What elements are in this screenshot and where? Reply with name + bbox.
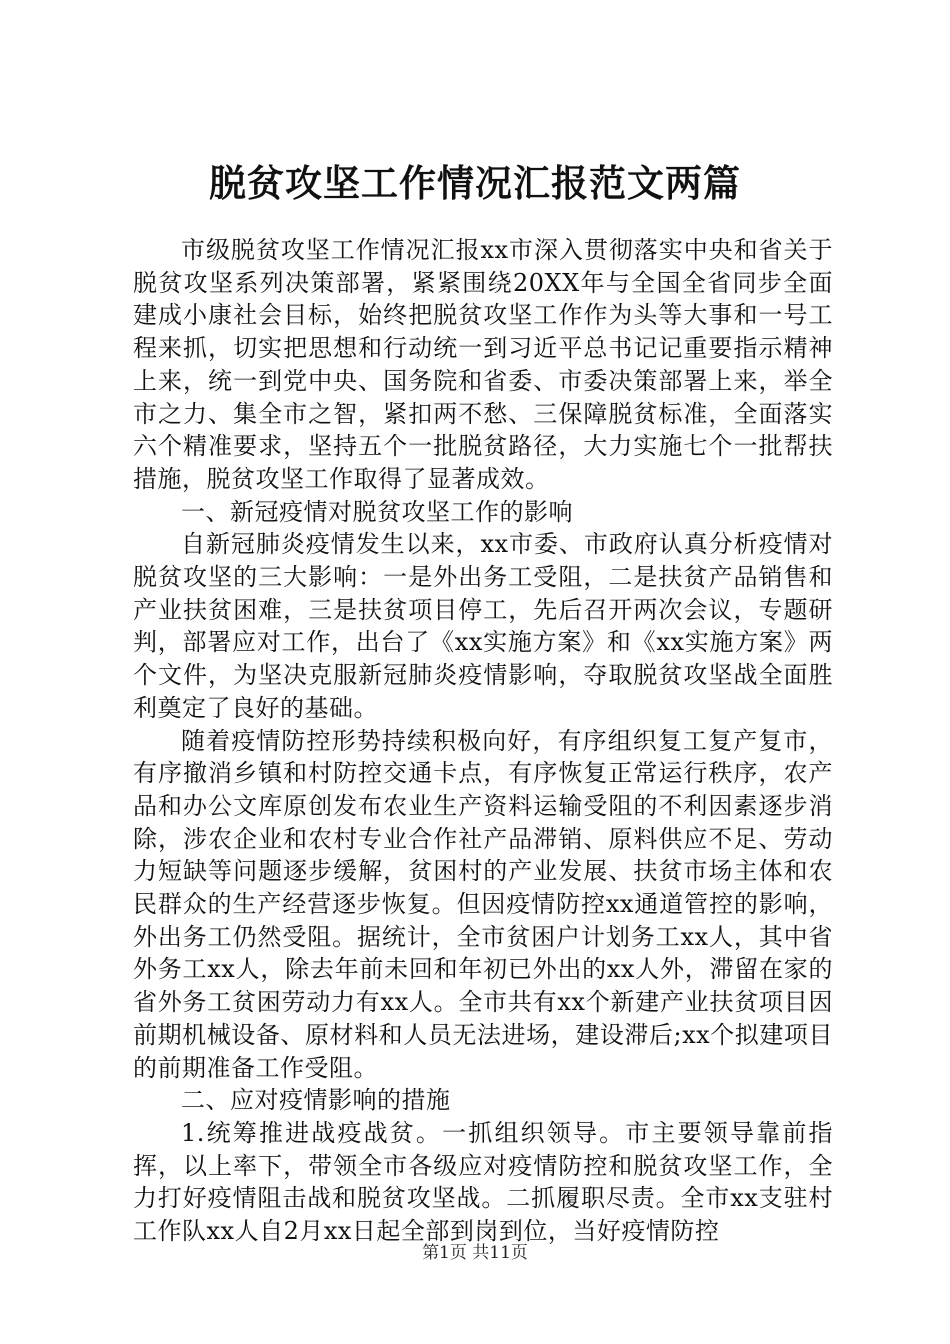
paragraph-impact: 自新冠肺炎疫情发生以来，xx市委、市政府认真分析疫情对脱贫攻坚的三大影响：一是外出务工受阻，二是扶贫产品销售和产业扶贫困难，三是扶贫项目停工，先后召开两次会议，专题研判，部署应对工作，出台了《xx实施方案》和《xx实施方案》两个文件，为坚决克服新冠肺炎疫情影响，夺取脱贫攻坚战全面胜利奠定了良好的基础。 (133, 530, 833, 722)
section-heading-1: 一、新冠疫情对脱贫攻坚工作的影响 (181, 497, 573, 526)
paragraph-measures: 1.统筹推进战疫战贫。一抓组织领导。市主要领导靠前指挥，以上率下，带领全市各级应对疫情防控和脱贫攻坚工作，全力打好疫情阻击战和脱贫攻坚战。二抓履职尽责。全市xx支驻村工作队xx人自2月xx日起全部到岗到位，当好疫情防控 (133, 1118, 833, 1246)
document-body (133, 234, 833, 1248)
paragraph-intro: 市级脱贫攻坚工作情况汇报xx市深入贯彻落实中央和省关于脱贫攻坚系列决策部署，紧紧围绕20XX年与全国全省同步全面建成小康社会目标，始终把脱贫攻坚工作作为头等大事和一号工程来抓，切实把思想和行动统一到习近平总书记记重要指示精神上来，统一到党中央、国务院和省委、市委决策部署上来，举全市之力、集全市之智，紧扣两不愁、三保障脱贫标准，全面落实六个精准要求，坚持五个一批脱贫路径，大力实施七个一批帮扶措施，脱贫攻坚工作取得了显著成效。 (133, 236, 833, 493)
page-number-footer: 第1页 共11页 (422, 1243, 528, 1263)
paragraph-recovery: 随着疫情防控形势持续积极向好，有序组织复工复产复市，有序撤消乡镇和村防控交通卡点，有序恢复正常运行秩序，农产品和办公文库原创发布农业生产资料运输受阻的不利因素逐步消除，涉农企业和农村专业合作社产品滞销、原料供应不足、劳动力短缺等问题逐步缓解，贫困村的产业发展、扶贫市场主体和农民群众的生产经营逐步恢复。但因疫情防控xx通道管控的影响，外出务工仍然受阻。据统计，全市贫困户计划务工xx人，其中省外务工xx人，除去年前未回和年初已外出的xx人外，滞留在家的省外务工贫困劳动力有xx人。全市共有xx个新建产业扶贫项目因前期机械设备、原材料和人员无法进场，建设滞后;xx个拟建项目的前期准备工作受阻。 (133, 726, 833, 1082)
document-title: 脱贫攻坚工作情况汇报范文两篇 (209, 161, 741, 205)
section-heading-2: 二、应对疫情影响的措施 (181, 1086, 451, 1115)
